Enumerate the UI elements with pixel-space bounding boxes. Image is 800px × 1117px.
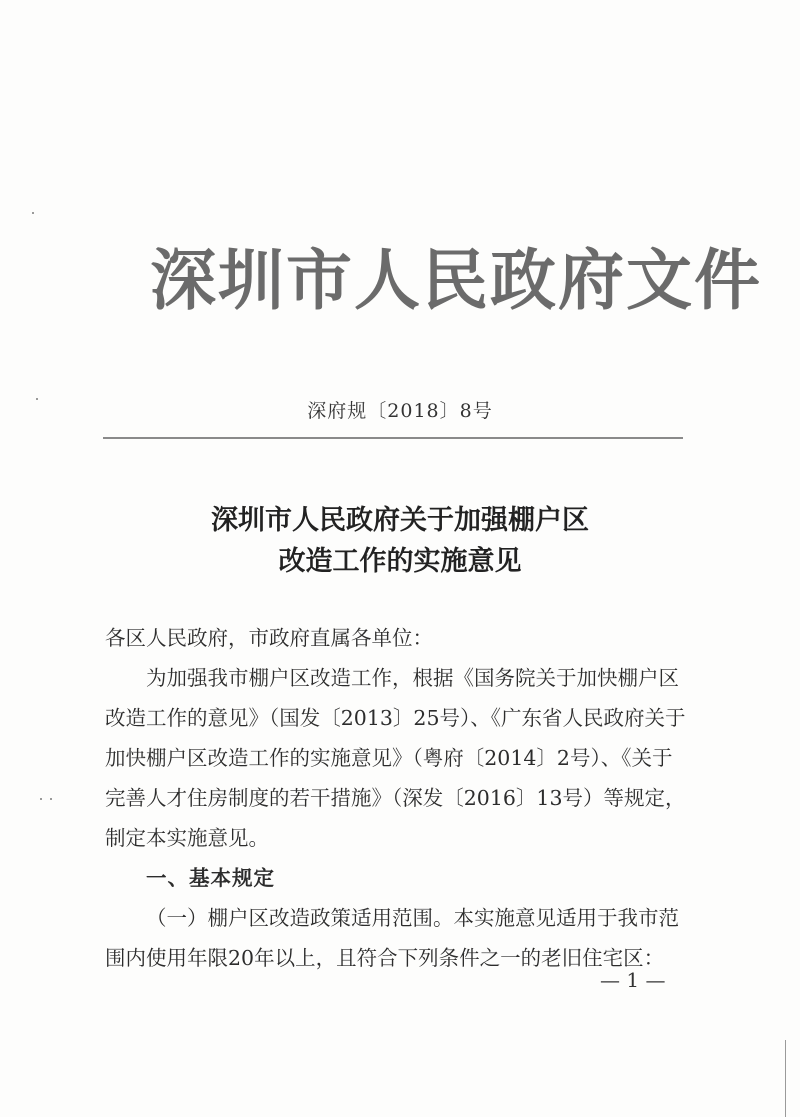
paragraph-1-line: 为加强我市棚户区改造工作，根据《国务院关于加快棚户区 [146,666,679,690]
document-title-line-1: 深圳市人民政府关于加强棚户区 [211,505,589,536]
document-title-line-2: 改造工作的实施意见 [278,546,522,577]
page-number: — 1 — [600,968,666,992]
document-body [105,618,695,978]
document-title [0,500,800,582]
salutation: 各区人民政府，市政府直属各单位： [105,626,433,650]
paragraph-1-line: 完善人才住房制度的若干措施》（深发〔2016〕13号）等规定， [105,786,686,810]
scan-edge-mark [785,1040,786,1117]
paragraph-2-line: 围内使用年限20年以上，且符合下列条件之一的老旧住宅区： [105,946,665,970]
scan-speck [32,212,34,214]
masthead-divider [103,437,683,439]
document-masthead: 深圳市人民政府文件 [150,242,762,319]
scan-speck [40,798,42,800]
scan-speck [36,398,38,400]
paragraph-1-line: 制定本实施意见。 [105,826,269,850]
scan-speck [50,798,52,800]
paragraph-1-line: 加快棚户区改造工作的实施意见》（粤府〔2014〕2号）、《关于 [105,746,673,770]
paragraph-1-line: 改造工作的意见》（国发〔2013〕25号）、《广东省人民政府关于 [105,706,686,730]
paragraph-2-line: （一）棚户区改造政策适用范围。本实施意见适用于我市范 [146,906,679,930]
document-number: 深府规〔2018〕8号 [307,400,493,422]
section-heading: 一、基本规定 [146,866,275,890]
